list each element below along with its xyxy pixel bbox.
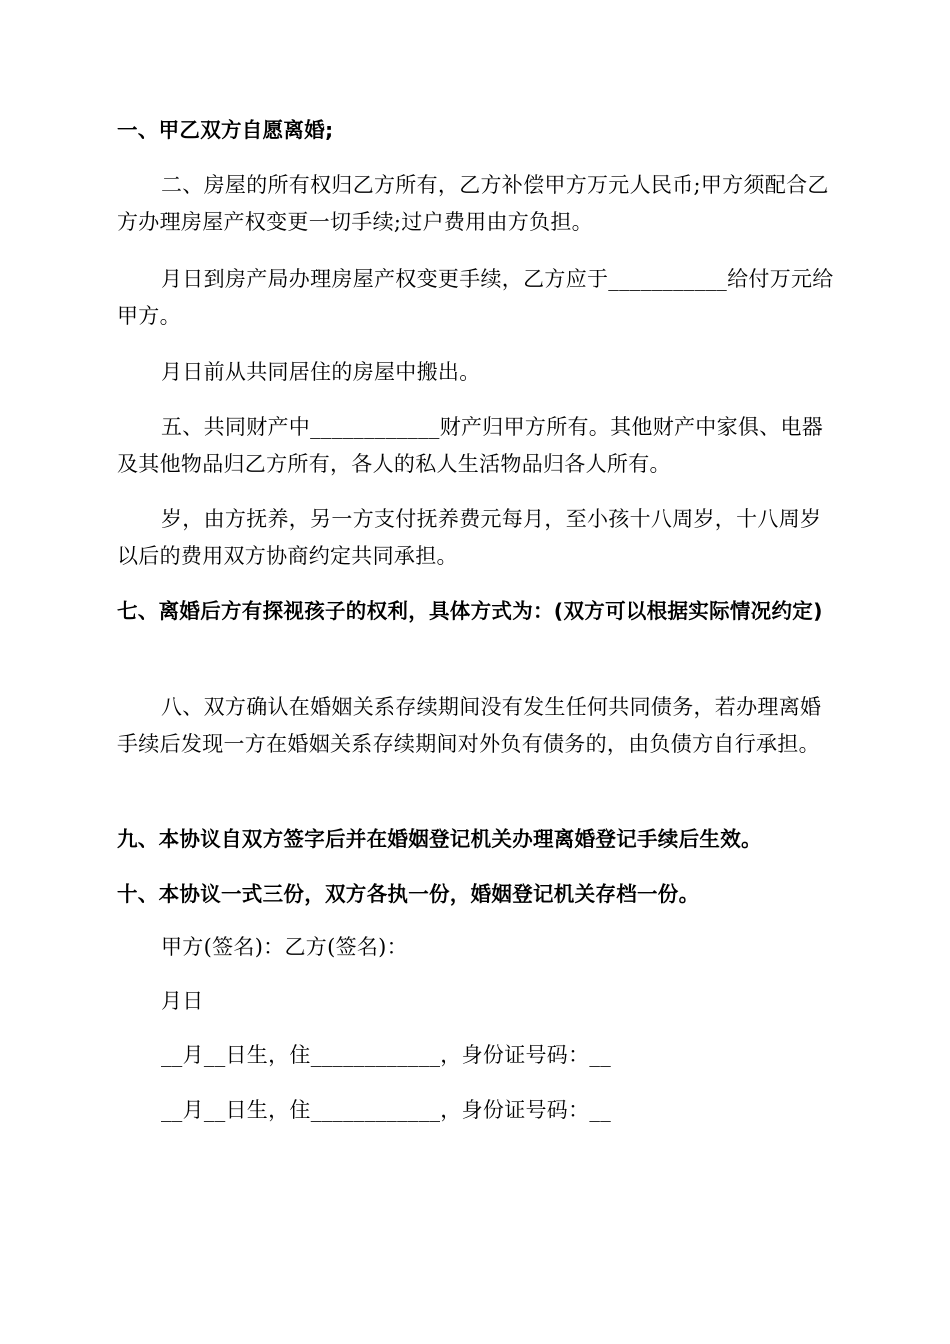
clause-2-property-paragraph: 二、房屋的所有权归乙方所有，乙方补偿甲方万元人民币;甲方须配合乙方办理房屋产权变更一切手续;过户费用由方负担。 — [117, 173, 829, 234]
signature-line: 甲方(签名)：乙方(签名)： — [161, 935, 408, 959]
clause-6-custody-paragraph: 岁，由方抚养，另一方支付抚养费元每月，至小孩十八周岁，十八周岁以后的费用双方协商约定共同承担。 — [117, 507, 822, 568]
party-b-info-line: __月__日生，住____________，身份证号码：__ — [161, 1098, 611, 1122]
clause-9-effective-heading: 九、本协议自双方签字后并在婚姻登记机关办理离婚登记手续后生效。 — [117, 827, 762, 851]
clause-3-transfer-paragraph: 月日到房产局办理房屋产权变更手续，乙方应于___________给付万元给甲方。 — [117, 267, 834, 328]
clause-7-visitation-heading: 七、离婚后方有探视孩子的权利，具体方式为：(双方可以根据实际情况约定) — [117, 599, 823, 623]
clause-10-copies-heading: 十、本协议一式三份，双方各执一份，婚姻登记机关存档一份。 — [117, 882, 700, 906]
clause-8-debt-paragraph: 八、双方确认在婚姻关系存续期间没有发生任何共同债务，若办理离婚手续后发现一方在婚姻关系存续期间对外负有债务的，由负债方自行承担。 — [117, 695, 822, 756]
party-a-info-line: __月__日生，住____________，身份证号码：__ — [161, 1043, 611, 1067]
clause-4-moveout-paragraph: 月日前从共同居住的房屋中搬出。 — [161, 360, 481, 384]
clause-1-heading: 一、甲乙双方自愿离婚; — [117, 118, 334, 142]
clause-5-assets-paragraph: 五、共同财产中____________财产归甲方所有。其他财产中家俱、电器及其他物品归乙方所有，各人的私人生活物品归各人所有。 — [117, 415, 824, 476]
date-line: 月日 — [161, 989, 204, 1013]
